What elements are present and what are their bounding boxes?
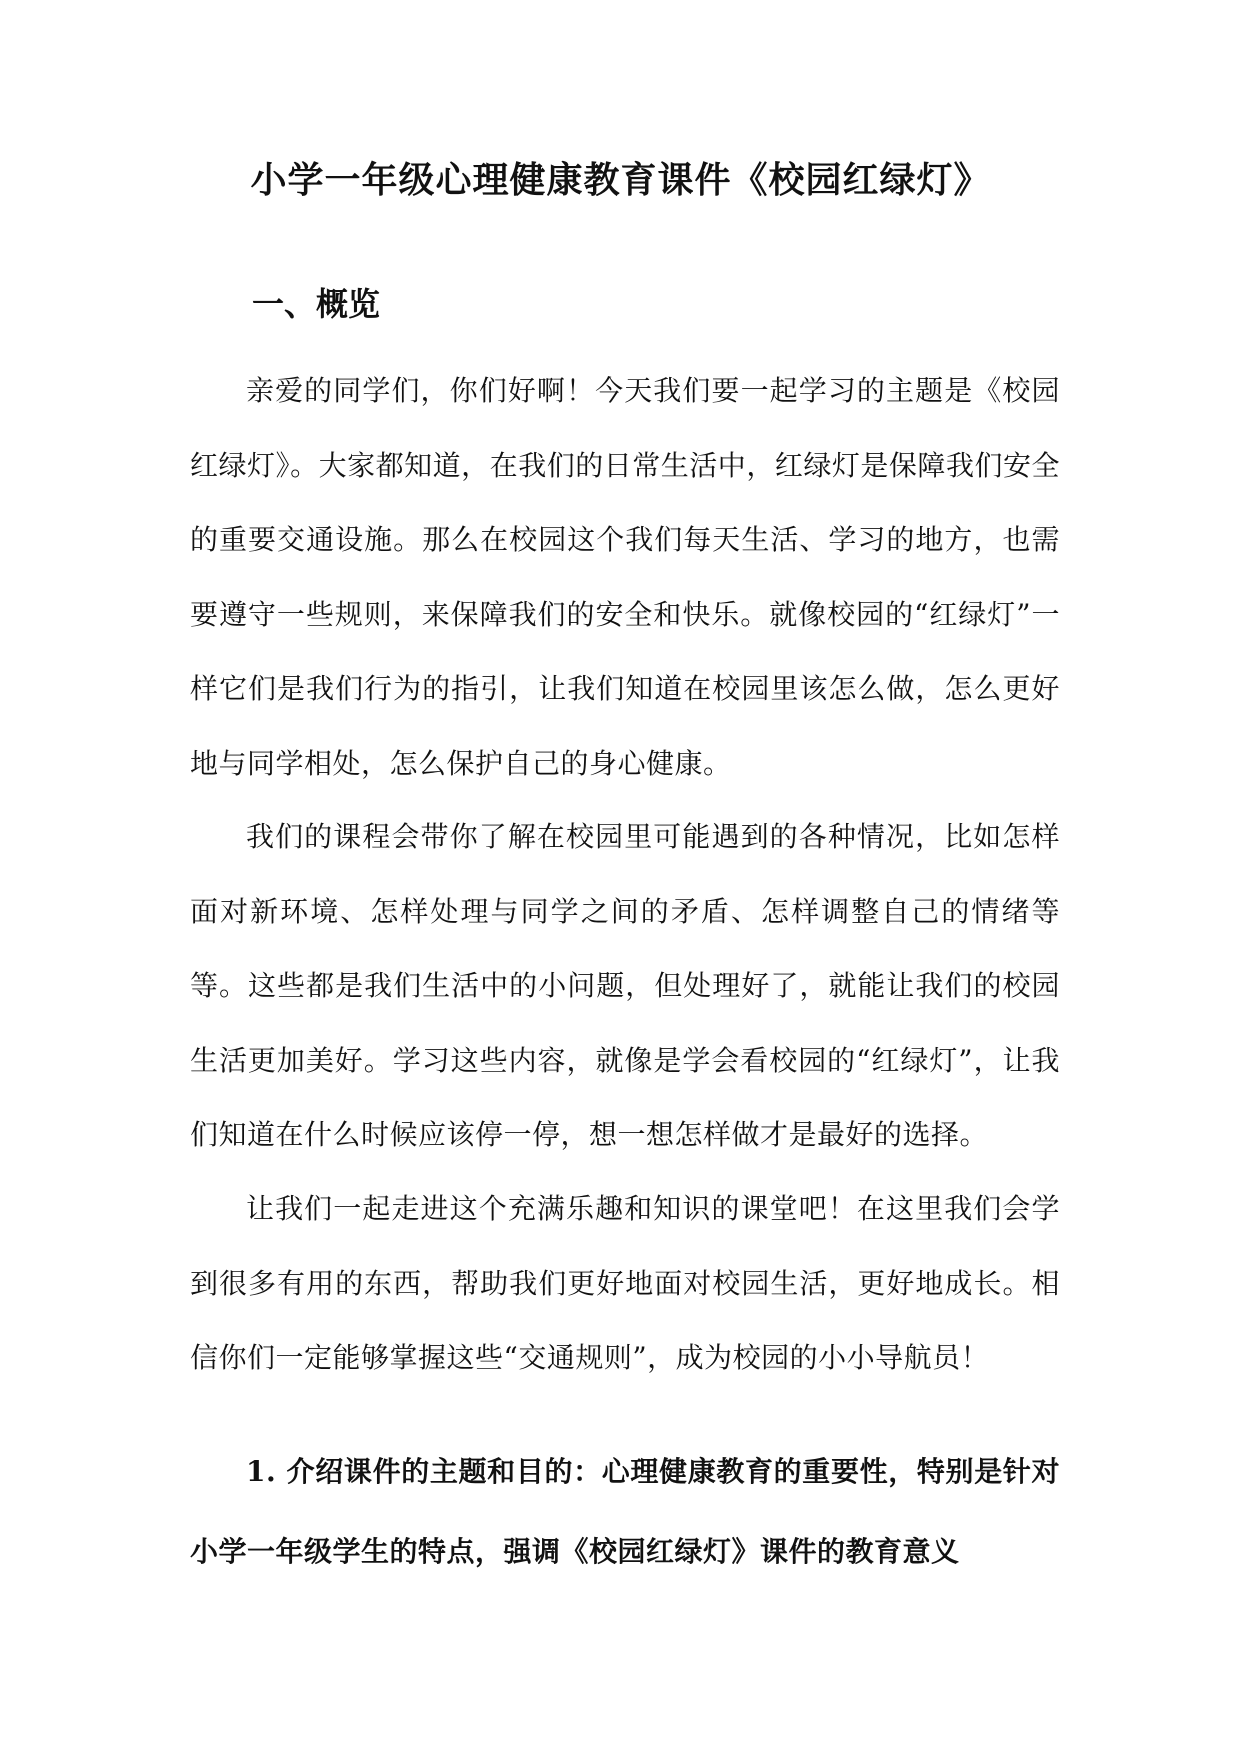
paragraph-2: 我们的课程会带你了解在校园里可能遇到的各种情况，比如怎样面对新环境、怎样处理与同学之间的矛盾、怎样调整自己的情绪等等。这些都是我们生活中的小问题，但处理好了，就能让我们的校园生活更加美好。学习这些内容，就像是学会看校园的“红绿灯”，让我们知道在什么时候应该停一停，想一想怎样做才是最好的选择。 — [190, 820, 1060, 1151]
list-item-1: 1. 介绍课件的主题和目的：心理健康教育的重要性，特别是针对小学一年级学生的特点，强调《校园红绿灯》课件的教育意义 — [190, 1455, 1060, 1568]
paragraph-3: 让我们一起走进这个充满乐趣和知识的课堂吧！在这里我们会学到很多有用的东西，帮助我们更好地面对校园生活，更好地成长。相信你们一定能够掌握这些“交通规则”，成为校园的小小导航员！ — [190, 1192, 1060, 1374]
document-title: 小学一年级心理健康教育课件《校园红绿灯》 — [250, 159, 991, 201]
paragraph-1: 亲爱的同学们，你们好啊！今天我们要一起学习的主题是《校园红绿灯》。大家都知道，在我们的日常生活中，红绿灯是保障我们安全的重要交通设施。那么在校园这个我们每天生活、学习的地方，也需要遵守一些规则，来保障我们的安全和快乐。就像校园的“红绿灯”一样它们是我们行为的指引，让我们知道在校园里该怎么做，怎么更好地与同学相处，怎么保护自己的身心健康。 — [190, 374, 1060, 780]
section-heading: 一、概览 — [252, 285, 381, 323]
